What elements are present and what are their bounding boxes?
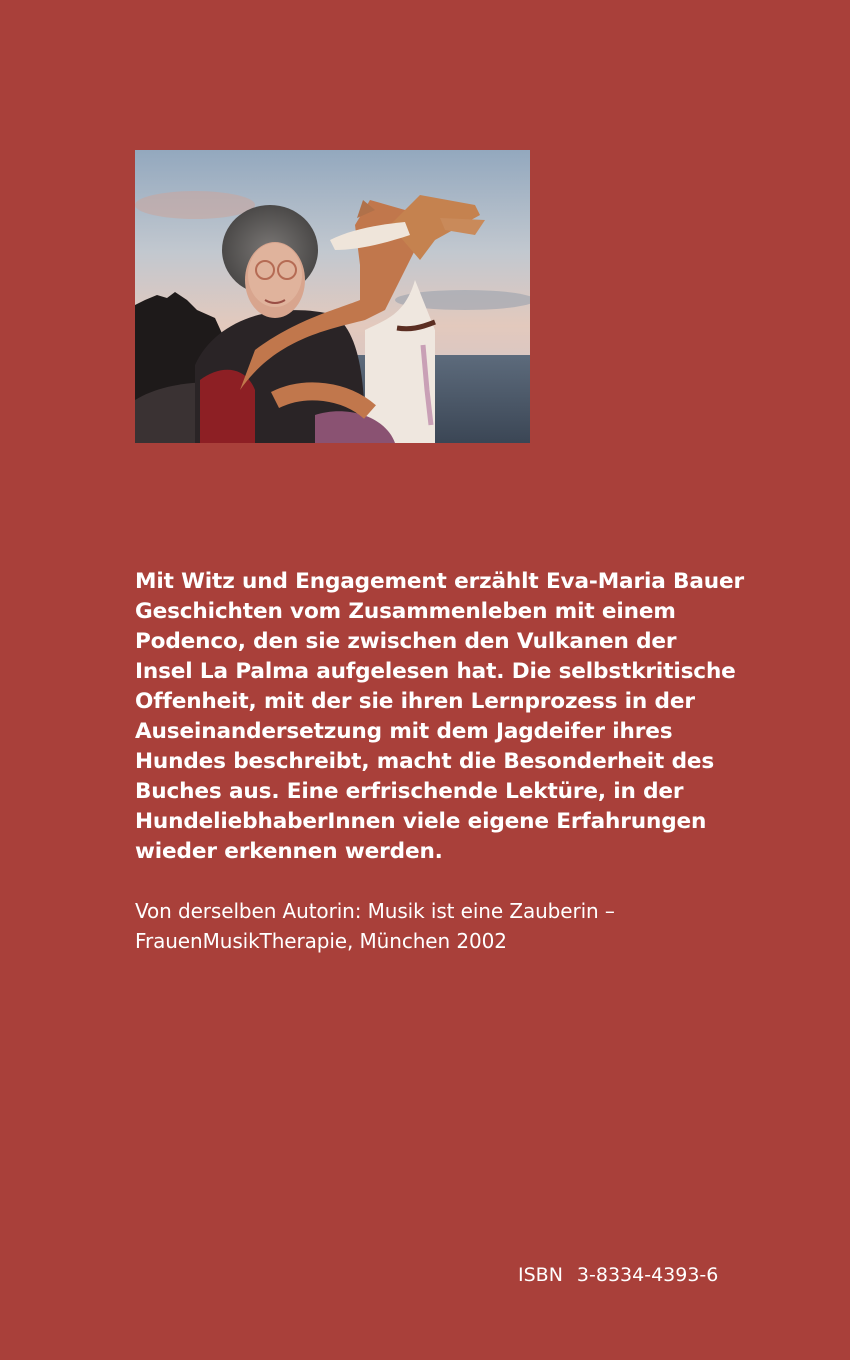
blurb-line: HundeliebhaberInnen viele eigene Erfahrungen xyxy=(135,809,707,834)
blurb-line: Hundes beschreibt, macht die Besonderheit des xyxy=(135,749,715,774)
isbn-number: 3-8334-4393-6 xyxy=(576,1264,719,1286)
blurb-line: wieder erkennen werden. xyxy=(135,839,443,864)
author-photo xyxy=(135,150,530,443)
author-photo-illustration xyxy=(135,150,530,443)
blurb-line: Geschichten vom Zusammenleben mit einem xyxy=(135,599,676,624)
other-works-line: FrauenMusikTherapie, München 2002 xyxy=(135,929,507,953)
isbn xyxy=(518,1262,718,1288)
blurb-text xyxy=(135,567,744,867)
blurb-line: Podenco, den sie zwischen den Vulkanen der xyxy=(135,629,677,654)
blurb-line: Offenheit, mit der sie ihren Lernprozess in der xyxy=(135,689,695,714)
other-works-note xyxy=(135,896,715,956)
blurb-line: Insel La Palma aufgelesen hat. Die selbstkritische xyxy=(135,659,736,684)
other-works-line: Von derselben Autorin: Musik ist eine Zauberin – xyxy=(135,899,615,923)
blurb-line: Auseinandersetzung mit dem Jagdeifer ihres xyxy=(135,719,673,744)
blurb-line: Buches aus. Eine erfrischende Lektüre, in der xyxy=(135,779,684,804)
isbn-label: ISBN xyxy=(518,1264,563,1286)
blurb-line: Mit Witz und Engagement erzählt Eva-Maria Bauer xyxy=(135,569,744,594)
